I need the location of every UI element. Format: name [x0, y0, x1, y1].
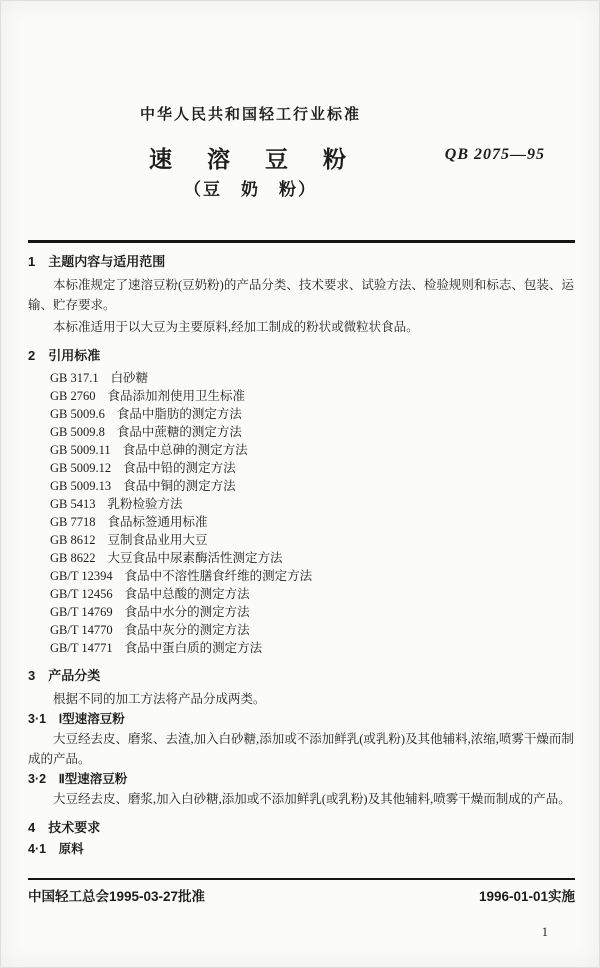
- reference-code: GB/T 14770: [50, 623, 113, 637]
- reference-title: 乳粉检验方法: [107, 497, 183, 511]
- implementation-note: 1996-01-01实施: [478, 889, 575, 904]
- reference-title: 食品中铜的测定方法: [123, 479, 236, 493]
- reference-code: GB/T 12394: [50, 569, 113, 583]
- reference-item: [50, 369, 575, 387]
- reference-title: 食品添加剂使用卫生标准: [107, 389, 246, 403]
- reference-item: [50, 513, 575, 531]
- reference-item: [50, 441, 575, 459]
- reference-item: [50, 387, 575, 405]
- subsection-3-2-body: 大豆经去皮、磨浆,加入白砂糖,添加或不添加鲜乳(或乳粉)及其他辅料,喷雾干燥而制成的产品。: [53, 792, 571, 806]
- reference-code: GB 5009.8: [50, 425, 105, 439]
- scope-paragraph: 本标准适用于以大豆为主要原料,经加工制成的粉状或微粒状食品。: [53, 320, 419, 334]
- reference-code: GB 317.1: [50, 371, 99, 385]
- reference-code: GB/T 14769: [50, 605, 113, 619]
- reference-title: 食品中脂肪的测定方法: [116, 407, 242, 421]
- reference-list: [50, 369, 575, 657]
- reference-title: 食品中灰分的测定方法: [124, 623, 250, 637]
- section-technical: [28, 819, 575, 858]
- reference-item: [50, 477, 575, 495]
- subsection-3-2-heading: 3·2 Ⅱ型速溶豆粉: [28, 772, 128, 786]
- reference-item: [50, 603, 575, 621]
- section-technical-heading: 4 技术要求: [28, 820, 101, 835]
- reference-item: [50, 549, 575, 567]
- reference-title: 食品中蛋白质的测定方法: [124, 641, 263, 655]
- reference-item: [50, 459, 575, 477]
- reference-code: GB 5009.12: [50, 461, 112, 475]
- section-references: [28, 347, 575, 657]
- classification-intro: 根据不同的加工方法将产品分成两类。: [53, 692, 266, 706]
- reference-code: GB 5009.13: [50, 479, 112, 493]
- reference-item: [50, 621, 575, 639]
- reference-code: GB 7718: [50, 515, 96, 529]
- subsection-3-1-body: 大豆经去皮、磨浆、去渣,加入白砂糖,添加或不添加鲜乳(或乳粉)及其他辅料,浓缩,喷雾干燥而制成的产品。: [28, 732, 574, 766]
- header-rule: [28, 240, 575, 243]
- reference-item: [50, 405, 575, 423]
- section-classification: [28, 667, 575, 809]
- reference-title: 食品中铅的测定方法: [123, 461, 236, 475]
- reference-code: GB 8622: [50, 551, 96, 565]
- reference-title: 大豆食品中尿素酶活性测定方法: [107, 551, 283, 565]
- footer-rule: [28, 878, 575, 880]
- reference-code: GB/T 14771: [50, 641, 113, 655]
- standard-code: QB 2075—95: [444, 146, 545, 163]
- reference-item: [50, 585, 575, 603]
- section-scope-heading: 1 主题内容与适用范围: [28, 254, 166, 269]
- reference-code: GB 8612: [50, 533, 96, 547]
- reference-title: 食品中总酸的测定方法: [124, 587, 250, 601]
- reference-code: GB 5009.6: [50, 407, 105, 421]
- page-footer: [28, 885, 575, 905]
- reference-item: [50, 639, 575, 657]
- reference-item: [50, 531, 575, 549]
- page-number: 1: [541, 925, 548, 939]
- standard-type-label: 中华人民共和国轻工行业标准: [139, 106, 361, 123]
- reference-code: GB 5413: [50, 497, 96, 511]
- reference-code: GB 2760: [50, 389, 96, 403]
- section-scope: [28, 253, 575, 337]
- reference-item: [50, 423, 575, 441]
- reference-title: 食品中不溶性膳食纤维的测定方法: [124, 569, 313, 583]
- section-classification-heading: 3 产品分类: [28, 668, 101, 683]
- subsection-3-1-heading: 3·1 Ⅰ型速溶豆粉: [28, 712, 125, 726]
- section-references-heading: 2 引用标准: [28, 348, 101, 363]
- reference-title: 食品中水分的测定方法: [124, 605, 250, 619]
- document-subtitle: （豆 奶 粉）: [184, 180, 317, 199]
- document-title: 速 溶 豆 粉: [149, 146, 352, 172]
- reference-code: GB/T 12456: [50, 587, 113, 601]
- reference-title: 白砂糖: [110, 371, 149, 385]
- scope-paragraph: 本标准规定了速溶豆粉(豆奶粉)的产品分类、技术要求、试验方法、检验规则和标志、包装、运输、贮存要求。: [28, 278, 574, 312]
- document-header: [28, 106, 473, 200]
- reference-item: [50, 495, 575, 513]
- approval-note: 中国轻工总会1995-03-27批准: [28, 889, 206, 904]
- reference-item: [50, 567, 575, 585]
- reference-title: 食品中蔗糖的测定方法: [116, 425, 242, 439]
- reference-title: 食品标签通用标准: [107, 515, 208, 529]
- subsection-4-1-heading: 4·1 原料: [28, 842, 84, 856]
- reference-title: 食品中总砷的测定方法: [122, 443, 248, 457]
- reference-title: 豆制食品业用大豆: [107, 533, 208, 547]
- reference-code: GB 5009.11: [50, 443, 111, 457]
